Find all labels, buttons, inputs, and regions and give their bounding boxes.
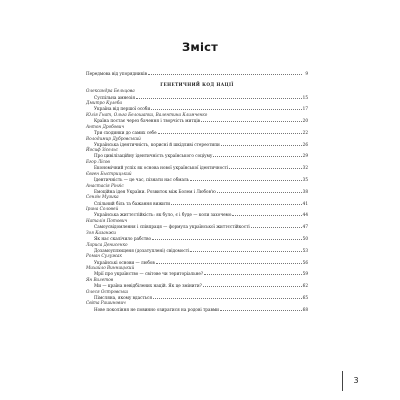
toc-author: Дмитро Кулеба xyxy=(86,100,122,106)
toc-page-number: 15 xyxy=(302,94,308,100)
leader-dots xyxy=(156,259,302,264)
toc-page-number: 44 xyxy=(302,212,308,218)
toc-author: Євген Быстрицький xyxy=(86,170,132,176)
leader-dots xyxy=(232,212,301,217)
toc-entry-title: Мрії про українство — світове чи територіальне? xyxy=(94,271,204,277)
toc-entry-title: Українські основи — любов xyxy=(94,259,155,265)
toc-entry-title: Ми — країна невідбілених націй. Як це змінити? xyxy=(94,283,202,289)
toc-author: Світа Рашинович xyxy=(86,300,126,306)
toc-entry-title: Три сходинки до самих себе xyxy=(94,129,157,135)
toc-entry-title: Як нас скалічило рабство xyxy=(94,235,152,241)
toc-page-number: 22 xyxy=(302,129,308,135)
toc-page-number: 9 xyxy=(305,70,308,76)
section-heading: ГЕНЕТИЧНИЙ КОД НАЦІЇ xyxy=(160,82,234,88)
leader-dots xyxy=(151,106,302,111)
toc-page-number: 20 xyxy=(302,118,308,124)
toc-page-number: 50 xyxy=(302,235,308,241)
leader-dots xyxy=(217,188,302,193)
toc-entry-title: Емоційна ідея України. Розвиток між Болем і Любов'ю xyxy=(94,188,216,194)
toc-entry-title: Українська ідентичність, корисні й шкідливі стереотипи xyxy=(94,141,220,147)
leader-dots xyxy=(190,247,301,252)
toc-page-number: 56 xyxy=(302,259,308,265)
toc-entry-title: Україна від першої особи xyxy=(94,106,151,112)
toc-page-number: 68 xyxy=(302,306,308,312)
toc-author: Анастасія Рінгіс xyxy=(86,182,124,188)
leader-dots xyxy=(158,129,302,134)
toc-entry-title: Суспільна амнезія xyxy=(94,94,135,100)
toc-page-number: 38 xyxy=(302,188,308,194)
leader-dots xyxy=(221,141,302,146)
toc-author: Зоя Казанжи xyxy=(86,229,116,235)
toc-author: Лариса Денисенко xyxy=(86,241,128,247)
toc-author: Михайло Винницький xyxy=(86,265,135,271)
toc-author: Наталія Потович xyxy=(86,217,128,223)
toc-author: Володимир Дубровський xyxy=(86,135,141,141)
toc-entry-title: Пімсляна, якому вдасться xyxy=(94,294,153,300)
toc-entry-title: Передмова від упорядників xyxy=(86,70,148,76)
toc-page-number: 41 xyxy=(302,200,308,206)
toc-entry-title: Українська життєстійкість: як було, є і буде — коли захочемо xyxy=(94,212,232,218)
toc-entries xyxy=(86,88,308,312)
toc-entry-title: Нове покоління не повинно озиратися на родові травми xyxy=(94,306,219,312)
page-folio: 3 xyxy=(342,371,369,391)
toc-entry-title: Самоусвідомлення і співпраця — формула української життєстійкості xyxy=(94,224,250,230)
leader-dots xyxy=(213,153,301,158)
leader-dots xyxy=(204,271,302,276)
toc-page-number: 26 xyxy=(302,141,308,147)
spacer xyxy=(86,76,308,80)
toc-author: Егор Лісов xyxy=(86,159,110,165)
toc-entry-title: Про цивілізаційну ідентичність українського соціуму xyxy=(94,153,213,159)
leader-dots xyxy=(152,235,302,240)
toc-entry xyxy=(86,306,308,312)
toc-entry-title: Спільний біль та бажання вижити xyxy=(94,200,171,206)
leader-dots xyxy=(190,176,302,181)
leader-dots xyxy=(148,70,302,75)
toc-author: Йосиф Зісельс xyxy=(86,147,118,153)
leader-dots xyxy=(153,294,302,299)
toc-entry-title: Дозамоуплющеня (дозатуплені) свідомості xyxy=(94,247,190,253)
toc-page-number: 62 xyxy=(302,283,308,289)
leader-dots xyxy=(229,165,301,170)
toc-author: Юлія Гнат, Ольга Белошапка, Валентина Климченко xyxy=(86,111,208,117)
toc-author: Ян Валетов xyxy=(86,276,114,282)
leader-dots xyxy=(201,118,302,123)
toc-page-number: 53 xyxy=(302,247,308,253)
toc-author: Роман Сулужак xyxy=(86,253,122,259)
toc-page-number: 47 xyxy=(302,224,308,230)
toc-entry-title: Країна постає через бачення і творчість митців xyxy=(94,118,201,124)
leader-dots xyxy=(220,306,302,311)
toc-page-number: 59 xyxy=(302,271,308,277)
toc-page-number: 17 xyxy=(302,106,308,112)
table-of-contents xyxy=(86,70,308,312)
toc-author: Антон Дробович xyxy=(86,123,124,129)
toc-page-number: 32 xyxy=(302,165,308,171)
leader-dots xyxy=(136,94,302,99)
page-title: Зміст xyxy=(182,40,218,54)
toc-entry-title: Економічний успіх як основа нової української ідентичності xyxy=(94,165,229,171)
leader-dots xyxy=(203,282,302,287)
toc-page-number: 29 xyxy=(302,153,308,159)
toc-entry-title: Ідентичність — це час, пізнати нас обмаль xyxy=(94,177,189,183)
leader-dots xyxy=(251,224,302,229)
toc-author: Ірина Соловей xyxy=(86,206,119,212)
toc-page-number: 35 xyxy=(302,177,308,183)
leader-dots xyxy=(171,200,302,205)
toc-page-number: 65 xyxy=(302,294,308,300)
toc-author: Олександра Бельцова xyxy=(86,88,135,94)
toc-author: Сенгін Музика xyxy=(86,194,119,200)
toc-author: Олеся Островська xyxy=(86,288,129,294)
